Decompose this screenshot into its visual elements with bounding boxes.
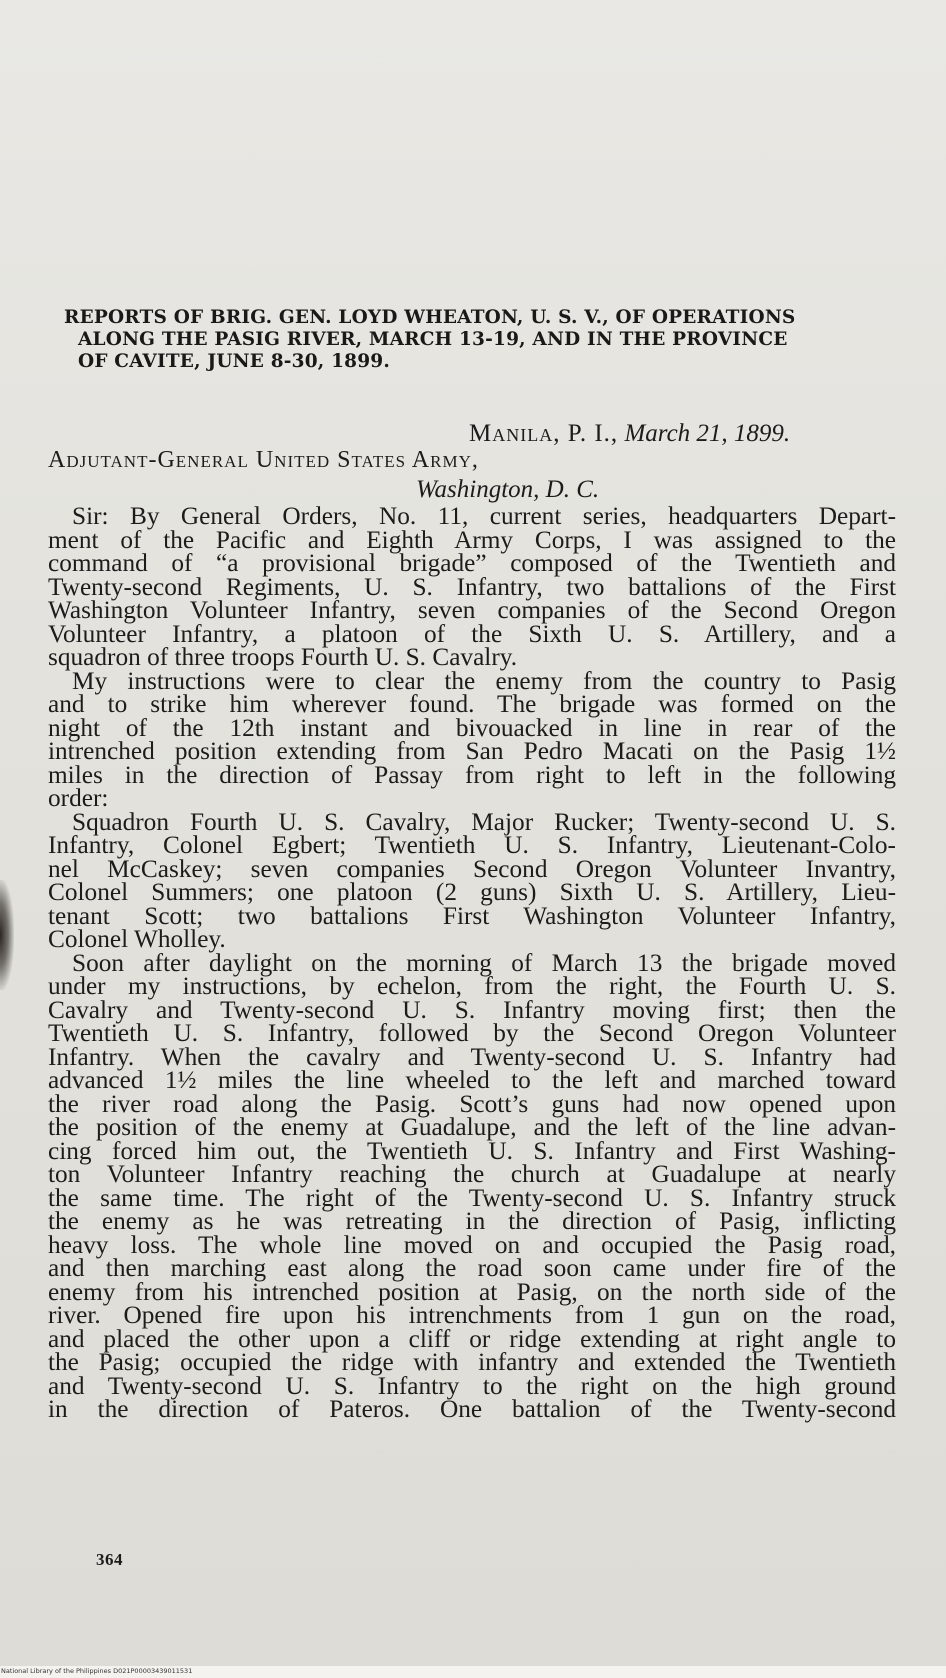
body-line: Volunteer Infantry, a platoon of the Sixth U. S. Artillery, and a (48, 619, 896, 648)
body-line: Squadron Fourth U. S. Cavalry, Major Rucker; Twenty-second U. S. (72, 807, 896, 836)
heading-line-3: OF CAVITE, JUNE 8-30, 1899. (78, 351, 391, 372)
body-line: squadron of three troops Fourth U. S. Cavalry. (48, 643, 518, 671)
dateline-date: March 21, 1899. (624, 420, 791, 447)
report-body (48, 502, 896, 1423)
body-line: tenant Scott; two battalions First Washington Volunteer Infantry, (48, 901, 896, 930)
body-line: under my instructions, by echelon, from the right, the Fourth U. S. (48, 972, 896, 1000)
page-number: 364 (96, 1550, 123, 1569)
body-line: ment of the Pacific and Eighth Army Corps, I was assigned to the (48, 525, 896, 554)
body-line: advanced 1½ miles the line wheeled to the left and marched toward (48, 1066, 896, 1094)
addressee-line-2: Washington, D. C. (416, 476, 600, 503)
body-line: Twenty-second Regiments, U. S. Infantry, two battalions of the First (48, 572, 896, 601)
body-line: Colonel Summers; one platoon (2 guns) Sixth U. S. Artillery, Lieu- (48, 878, 896, 906)
body-line: Twentieth U. S. Infantry, followed by the Second Oregon Volunteer (48, 1019, 896, 1047)
body-line: the Pasig; occupied the ridge with infantry and extended the Twentieth (48, 1348, 896, 1376)
body-line: and then marching east along the road soon came under fire of the (48, 1254, 896, 1282)
body-line: Sir: By General Orders, No. 11, current series, headquarters Depart- (72, 502, 896, 530)
body-line: cing forced him out, the Twentieth U. S. Infantry and First Washing- (48, 1136, 896, 1165)
body-line: the enemy as he was retreating in the direction of Pasig, inflicting (48, 1207, 896, 1235)
body-line: command of “a provisional brigade” composed of the Twentieth and (48, 549, 896, 577)
body-line: nel McCaskey; seven companies Second Oregon Volunteer Invantry, (48, 854, 896, 883)
addressee-line-1: Adjutant-General United States Army, (48, 447, 479, 473)
heading-line-2: ALONG THE PASIG RIVER, MARCH 13-19, AND IN THE PROVINCE (78, 329, 788, 350)
body-line: miles in the direction of Passay from right to left in the following (48, 760, 896, 789)
body-line: night of the 12th instant and bivouacked in line in rear of the (48, 713, 896, 742)
body-line: heavy loss. The whole line moved on and occupied the Pasig road, (48, 1230, 896, 1259)
body-line: Infantry, Colonel Egbert; Twentieth U. S. Infantry, Lieutenant-Colo- (48, 831, 896, 859)
footer-credit: National Library of the Philippines D021P00003439011531 (1, 1667, 193, 1675)
body-line: the same time. The right of the Twenty-second U. S. Infantry struck (48, 1183, 896, 1212)
body-line: river. Opened fire upon his intrenchments from 1 gun on the road, (48, 1301, 896, 1329)
body-line: My instructions were to clear the enemy from the country to Pasig (72, 666, 896, 695)
body-line: in the direction of Pateros. One battalion of the Twenty-second (48, 1395, 896, 1423)
body-line: Cavalry and Twenty-second U. S. Infantry moving first; then the (48, 995, 896, 1024)
body-line: Colonel Wholley. (48, 925, 226, 953)
body-line: and placed the other upon a cliff or ridge extending at right angle to (48, 1324, 896, 1353)
body-line: Soon after daylight on the morning of March 13 the brigade moved (72, 948, 896, 977)
body-line: the river road along the Pasig. Scott’s guns had now opened upon (48, 1089, 896, 1118)
body-line: Infantry. When the cavalry and Twenty-second U. S. Infantry had (48, 1042, 896, 1071)
body-line: and to strike him wherever found. The brigade was formed on the (48, 690, 896, 718)
body-line: the position of the enemy at Guadalupe, and the left of the line advan- (48, 1113, 896, 1141)
body-line: order: (48, 784, 109, 812)
report-heading (64, 307, 904, 373)
binding-shadow (0, 880, 14, 990)
body-line: Washington Volunteer Infantry, seven companies of the Second Oregon (48, 596, 896, 624)
body-line: ton Volunteer Infantry reaching the church at Guadalupe at nearly (48, 1160, 896, 1188)
body-line: enemy from his intrenched position at Pasig, on the north side of the (48, 1277, 896, 1306)
dateline-place: Manila, P. I., (469, 420, 619, 447)
body-line: intrenched position extending from San Pedro Macati on the Pasig 1½ (48, 737, 896, 765)
heading-line-1: REPORTS OF BRIG. GEN. LOYD WHEATON, U. S. V., OF OPERATIONS (64, 307, 796, 328)
body-line: and Twenty-second U. S. Infantry to the right on the high ground (48, 1371, 896, 1400)
dateline (469, 420, 790, 448)
